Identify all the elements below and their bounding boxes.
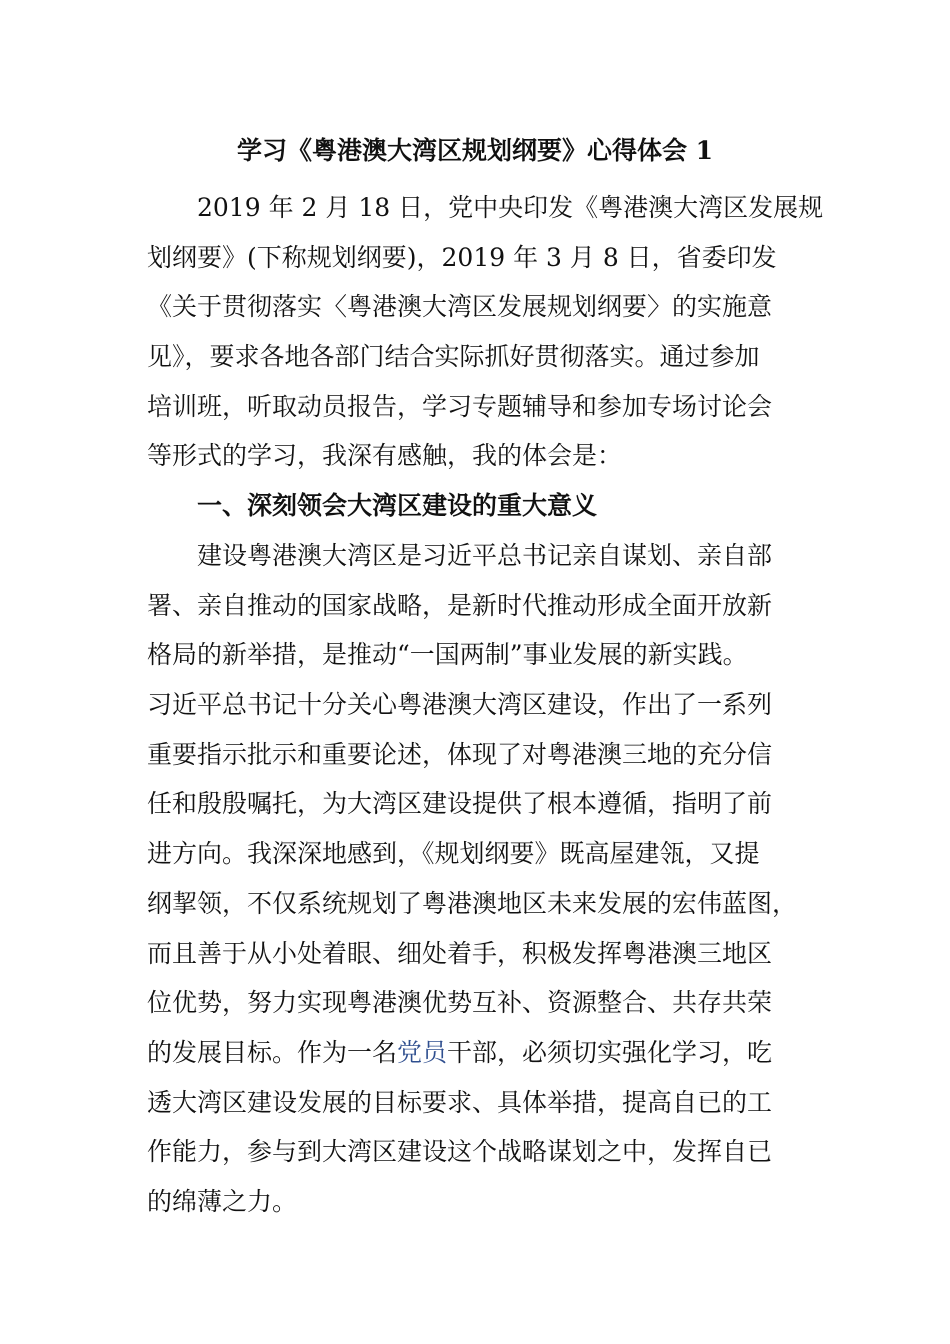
paragraph-line: 位优势，努力实现粤港澳优势互补、资源整合、共存共荣 — [147, 988, 773, 1018]
intro-paragraph — [147, 183, 824, 481]
section-heading: 一、深刻领会大湾区建设的重大意义 — [197, 491, 598, 520]
line-text-after: 干部，必须切实强化学习，吃 — [447, 1037, 773, 1067]
paragraph-line: 《关于贯彻落实〈粤港澳大湾区发展规划纲要〉的实施意 — [147, 292, 773, 322]
party-member-link[interactable]: 党员 — [397, 1037, 448, 1067]
paragraph-line: 透大湾区建设发展的目标要求、具体举措，提高自已的工 — [147, 1087, 773, 1117]
paragraph-line: 等形式的学习，我深有感触，我的体会是： — [147, 441, 623, 471]
paragraph-line: 2019 年 2 月 18 日，党中央印发《粤港澳大湾区发展规 — [197, 193, 824, 222]
document-title: 学习《粤港澳大湾区规划纲要》心得体会 1 — [236, 136, 714, 165]
paragraph-line: 署、亲自推动的国家战略，是新时代推动形成全面开放新 — [147, 590, 773, 620]
paragraph-line: 格局的新举措，是推动“一国两制”事业发展的新实践。 — [147, 640, 748, 670]
paragraph-line-with-link — [147, 1028, 807, 1078]
section1-paragraph — [147, 531, 807, 1227]
paragraph-line: 划纲要》(下称规划纲要)，2019 年 3 月 8 日，省委印发 — [147, 242, 777, 272]
paragraph-line: 作能力，参与到大湾区建设这个战略谋划之中，发挥自已 — [147, 1137, 773, 1167]
paragraph-line: 纲挈领，不仅系统规划了粤港澳地区未来发展的宏伟蓝图， — [147, 888, 798, 918]
paragraph-line: 进方向。我深深地感到，《规划纲要》既高屋建瓴，又提 — [147, 839, 760, 869]
paragraph-line: 任和殷殷嘱托，为大湾区建设提供了根本遵循，指明了前 — [147, 789, 773, 819]
paragraph-line: 的绵薄之力。 — [147, 1186, 298, 1216]
section-heading-block — [147, 481, 807, 531]
paragraph-line: 重要指示批示和重要论述，体现了对粤港澳三地的充分信 — [147, 739, 773, 769]
paragraph-line: 培训班，听取动员报告，学习专题辅导和参加专场讨论会 — [147, 391, 773, 421]
paragraph-line: 而且善于从小处着眼、细处着手，积极发挥粤港澳三地区 — [147, 938, 773, 968]
paragraph-line: 见》，要求各地各部门结合实际抓好贯彻落实。通过参加 — [147, 342, 760, 372]
paragraph-line: 习近平总书记十分关心粤港澳大湾区建设，作出了一系列 — [147, 690, 773, 720]
paragraph-line: 建设粤港澳大湾区是习近平总书记亲自谋划、亲自部 — [197, 541, 773, 570]
line-text-before: 的发展目标。作为一名 — [147, 1037, 398, 1067]
